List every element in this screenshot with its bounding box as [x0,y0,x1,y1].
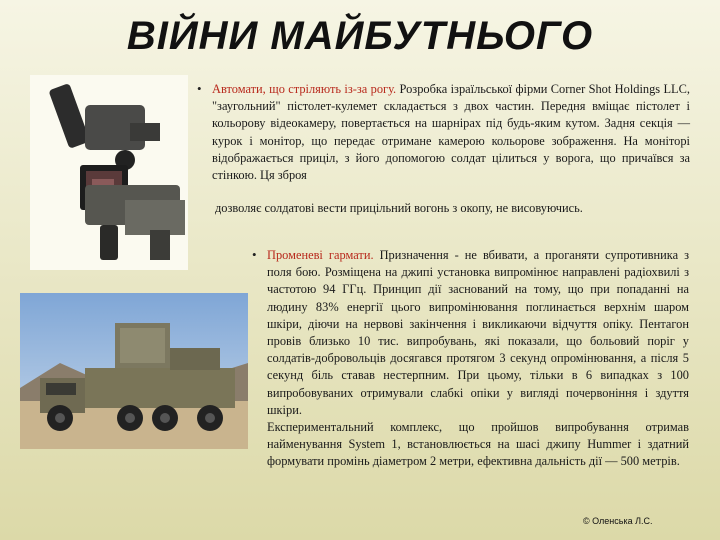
corner-shot-continuation: дозволяє солдатові вести прицільний вогонь з окопу, не висовуючись. [215,201,583,215]
corner-shot-paragraph [212,81,690,184]
page-title: ВІЙНИ МАЙБУТНЬОГО [126,14,594,58]
author-credit: © Оленська Л.С. [583,516,653,526]
bullet-1: • [197,81,202,96]
beam-weapon-heading: Променеві гармати. [267,248,374,262]
beam-weapon-paragraph [267,247,689,471]
corner-shot-heading: Автомати, що стріляють із-за рогу. [212,82,397,96]
beam-weapon-text: Призначення - не вбивати, а проганяти супротивника з поля бою. Розміщена на джипі установка випромінює направлені радіохвилі з частотою 94 ГГц. Принцип дії заснований на тому, що при попаданні на людину 83% енергії цього випромінювання поглинається верхнім шаром шкіри, діючи на нервові закінчення і викликаючи відчуття опіку. Пентагон провів близько 10 тис. випробувань, які показали, що больовий поріг у солдатів-добровольців досягався протягом 3 секунд опромінювання, а після 5 секунд біль ставав нестерпним. При цьому, тільки в 6 випадках з 100 випробовуваних отримували слабкі опіки у вигляді почервоніння і здуття шкіри. [267,248,689,417]
corner-shot-text: Розробка ізраїльської фірми Corner Shot Holdings LLC, "заугольний" пістолет-кулемет складається з двох частин. Передня вміщає пістолет і кольорову відеокамеру, повертається на шарнірах під будь-яким кутом. Задня секція — курок і монітор, що передає отримане камерою кольорове зображення. На моніторі відображається прицiл, з його допомогою солдат цілиться у ворога, що причаївся за стінкою. Ця зброя [212,82,690,183]
beam-weapon-truck-image [20,293,248,449]
bullet-2: • [252,247,257,262]
corner-shot-weapon-image [30,75,188,270]
system1-text: Експериментальний комплекс, що пройшов випробування отримав найменування System 1, встановлюється на шасі джипу Hummer і здатний формувати промінь діаметром 2 метри, ефективна дальність дії — 500 метрів. [267,420,689,469]
